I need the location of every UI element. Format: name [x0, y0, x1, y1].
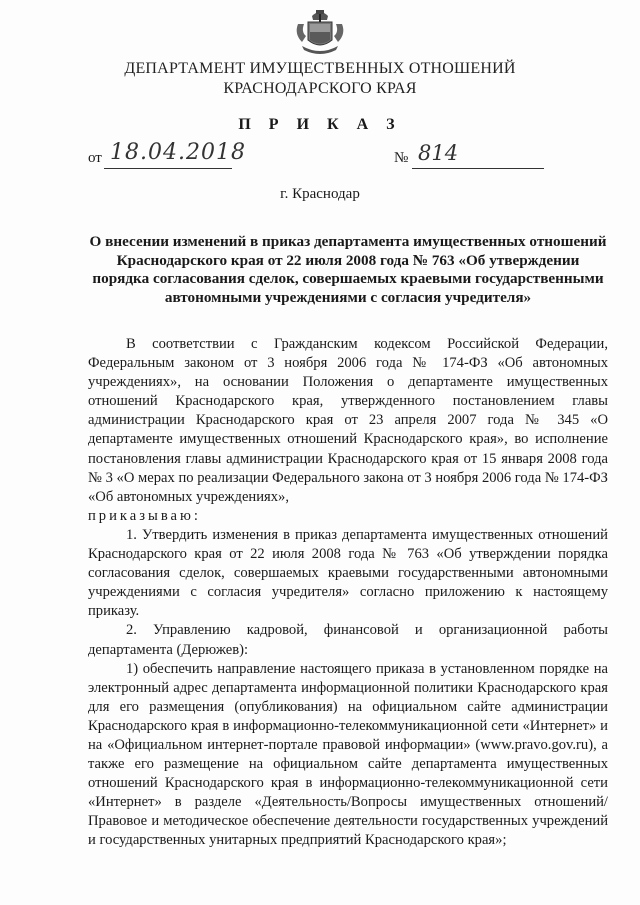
handwritten-date: 18.04.2018	[110, 140, 246, 165]
item-2-paragraph: 2. Управлению кадровой, финансовой и организационной работы департамента (Дерюжев):	[88, 622, 608, 658]
department-name-line2: КРАСНОДАРСКОГО КРАЯ	[223, 80, 417, 97]
order-body	[88, 335, 608, 851]
date-label: от	[88, 150, 102, 166]
preamble-paragraph: В соответствии с Гражданским кодексом Российской Федерации, Федеральным законом от 3 ноября 2006 года № 174-ФЗ «Об автономных учреждениях», на основании Положения о департаменте имущественных отношений Краснодарского края, утвержденного постановлением главы администрации Краснодарского края от 23 апреля 2007 года № 345 «О департаменте имущественных отношений Краснодарского края», во исполнение постановления главы администрации Краснодарского края от 15 января 2008 года № 3 «О мерах по реализации Федерального закона от 3 ноября 2006 года № 174-ФЗ «Об автономных учреждениях»,	[88, 336, 608, 505]
number-label: №	[394, 150, 409, 166]
item-1-paragraph: 1. Утвердить изменения в приказ департамента имущественных отношений Краснодарского края от 22 июля 2008 года № 763 «Об утверждении порядка согласования сделок, совершаемых краевыми государственными автономными учреждениями с согласия учредителя» согласно приложению к настоящему приказу.	[88, 526, 608, 620]
department-name-line1: ДЕПАРТАМЕНТ ИМУЩЕСТВЕННЫХ ОТНОШЕНИЙ	[124, 60, 516, 77]
order-title: П Р И К А З	[238, 116, 402, 133]
order-word: приказываю:	[88, 507, 201, 524]
order-subject-heading: О внесении изменений в приказ департамента имущественных отношений Краснодарского края от 22 июля 2008 года № 763 «Об утверждении порядка согласования сделок, совершаемых краевыми государственными автономными учреждениями с согласия учредителя»	[89, 233, 607, 306]
number-underline	[412, 168, 544, 169]
date-underline	[104, 168, 232, 169]
city-line: г. Краснодар	[280, 186, 360, 202]
item-2-1-paragraph: 1) обеспечить направление настоящего приказа в установленном порядке на электронный адрес департамента информационной политики Краснодарского края для его размещения (опубликования) на официальном сайте администрации Краснодарского края в информационно-телекоммуникационной сети «Интернет» и на «Официальном интернет-портале правовой информации» (www.pravo.gov.ru), а также его размещение на официальном сайте департамента имущественных отношений Краснодарского края в информационно-телекоммуникационной сети «Интернет» в разделе «Деятельность/Вопросы имущественных отношений/Правовое и методическое обеспечение деятельности государственных учреждений и государственных унитарных предприятий Краснодарского края»;	[88, 660, 608, 849]
coat-of-arms-emblem	[292, 6, 348, 58]
handwritten-number: 814	[418, 141, 459, 165]
